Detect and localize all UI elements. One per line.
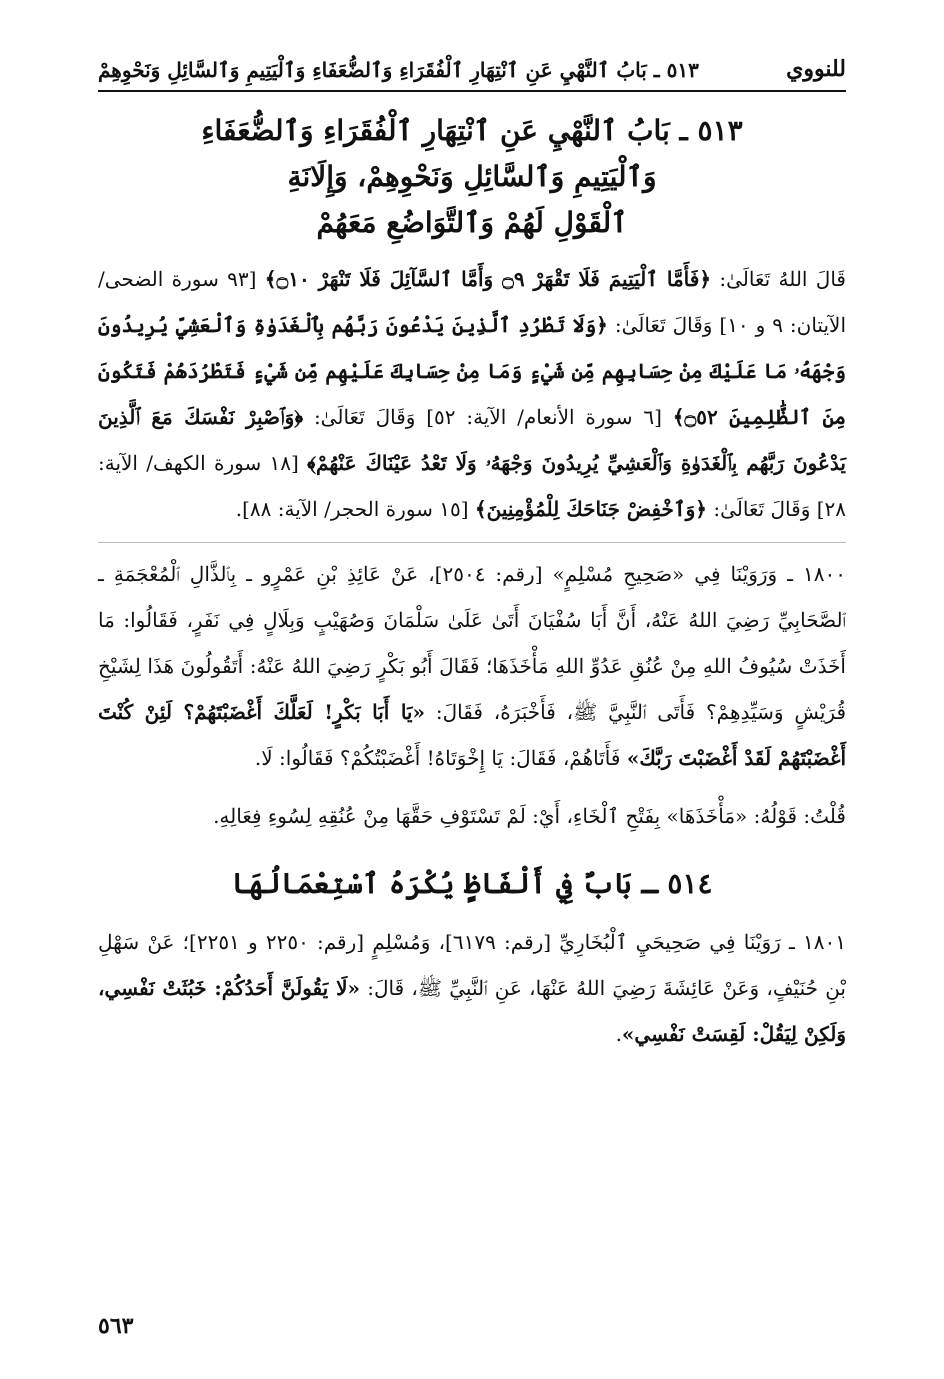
verse-reference: [١٨ سورة الكهف/ الآية: ٢٨] وَقَالَ تَعَالَىٰ:	[98, 451, 846, 521]
hadith-1800-prophetic-words: «يَا أَبَا بَكْرٍ! لَعَلَّكَ أَغْضَبْتَهُمْ؟ لَئِنْ كُنْتَ أَغْضَبْتَهُمْ لَقَدْ أَغْضَبْتَ رَبَّكَ»	[98, 700, 846, 770]
page-number: ٥٦٣	[98, 1313, 134, 1339]
author-note: قُلْتُ: قَوْلُهُ: «مَأْخَذَهَا» بِفَتْحِ ٱلْخَاءِ، أَيْ: لَمْ تَسْتَوْفِ حَقَّهَا مِنْ عُنُقِهِ لِسُوءِ فِعَالِهِ.	[213, 804, 846, 828]
chapter-513-title-line: ٥١٣ ـ بَابُ ٱلنَّهْيِ عَنِ ٱنْتِهَارِ ٱلْفُقَرَاءِ وَٱلضُّعَفَاءِ	[201, 114, 743, 147]
hadith-1800	[98, 551, 846, 781]
quran-verses-paragraph	[98, 256, 846, 532]
quran-verse: ﴿وَٱخْفِضْ جَنَاحَكَ لِلْمُؤْمِنِينَ﴾	[474, 497, 707, 521]
hadith-1800-text: ١٨٠٠ ـ وَرَوَيْنَا فِي «صَحِيحِ مُسْلِمٍ» [رقم: ٢٥٠٤]، عَنْ عَائِذِ بْنِ عَمْرٍو ـ بِٱلذَّالِ ٱلْمُعْجَمَةِ ـ ٱلصَّحَابِيِّ رَضِيَ اللهُ عَنْهُ، أَنَّ أَبَا سُفْيَانَ أَتَىٰ عَلَىٰ سَلْمَانَ وَصُهَيْبٍ وَبِلَالٍ فِي نَفَرٍ، فَقَالُوا: مَا أَخَذَتْ سُيُوفُ اللهِ مِنْ عُنُقِ عَدُوِّ اللهِ مَأْخَذَهَا؛ فَقَالَ أَبُو بَكْرٍ رَضِيَ اللهُ عَنْهُ: أَتَقُولُونَ هَذَا لِشَيْخِ قُرَيْشٍ وَسَيِّدِهِمْ؟ فَأَتَى ٱلنَّبِيَّ ﷺ، فَأَخْبَرَهُ، فَقَالَ:	[98, 562, 847, 724]
verse-reference: [٩٣ سورة الضحى/ الآيتان: ٩ و ١٠] وَقَالَ تَعَالَىٰ:	[98, 267, 846, 337]
verses-intro: قَالَ اللهُ تَعَالَىٰ:	[711, 267, 846, 291]
hadith-1800-ending: فَأَتَاهُمْ، فَقَالَ: يَا إِخْوَتَاهُ! أَغْضَبْتُكُمْ؟ فَقَالُوا: لَا.	[254, 746, 627, 770]
chapter-513-title	[98, 108, 846, 246]
hadith-1801-text: ١٨٠١ ـ رَوَيْنَا فِي صَحِيحَيِ ٱلْبُخَارِيِّ [رقم: ٦١٧٩]، وَمُسْلِمٍ [رقم: ٢٢٥٠ و ٢٢٥١]؛ عَنْ سَهْلِ بْنِ حُنَيْفٍ، وَعَنْ عَائِشَةَ رَضِيَ اللهُ عَنْهَا، عَنِ ٱلنَّبِيِّ ﷺ، قَالَ:	[98, 930, 847, 1000]
running-head-chapter: ٥١٣ ـ بَابُ ٱلنَّهْيِ عَنِ ٱنْتِهَارِ ٱلْفُقَرَاءِ وَٱلضُّعَفَاءِ وَٱلْيَتِيمِ وَٱلسَّائِلِ وَنَحْوِهِمْ	[98, 58, 699, 82]
paragraph-gap	[98, 781, 846, 793]
hadith-1801	[98, 919, 846, 1057]
chapter-513-title-line: ٱلْقَوْلِ لَهُمْ وَٱلتَّوَاضُعِ مَعَهُمْ	[316, 206, 628, 239]
verse-reference: [١٥ سورة الحجر/ الآية: ٨٨].	[235, 497, 475, 521]
hadith-1801-end: .	[615, 1022, 622, 1046]
verse-reference: [٦ سورة الأنعام/ الآية: ٥٢] وَقَالَ تَعَالَىٰ:	[303, 405, 673, 429]
section-divider	[98, 542, 846, 543]
chapter-513-title-line: وَٱلْيَتِيمِ وَٱلسَّائِلِ وَنَحْوِهِمْ، وَإِلَانَةِ	[287, 160, 657, 193]
quran-verse: ﴿وَلَا تَطْرُدِ ٱلَّذِينَ يَدْعُونَ رَبَّهُم بِٱلْغَدَوٰةِ وَٱلْعَشِيِّ يُرِيدُونَ وَجْهَهُۥ مَا عَلَيْكَ مِنْ حِسَابِهِم مِّن شَيْءٍ وَمَا مِنْ حِسَابِكَ عَلَيْهِم مِّن شَيْءٍ فَتَطْرُدَهُمْ فَتَكُونَ مِنَ ٱلظَّٰلِمِينَ ۝٥٢﴾	[98, 313, 846, 429]
running-head-book: للنووي	[786, 56, 846, 82]
quran-verse: ﴿وَٱصْبِرْ نَفْسَكَ مَعَ ٱلَّذِينَ يَدْعُونَ رَبَّهُم بِٱلْغَدَوٰةِ وَٱلْعَشِيِّ يُرِيدُونَ وَجْهَهُۥ وَلَا تَعْدُ عَيْنَاكَ عَنْهُمْ﴾	[98, 405, 846, 475]
book-page	[98, 56, 846, 1339]
hadith-1801-prophetic-words: «لَا يَقُولَنَّ أَحَدُكُمْ: خَبُثَتْ نَفْسِي، وَلَكِنْ لِيَقُلْ: لَقِسَتْ نَفْسِي»	[98, 976, 846, 1046]
running-header	[98, 56, 846, 92]
quran-verse: ﴿فَأَمَّا ٱلْيَتِيمَ فَلَا تَقْهَرْ ۝٩ وَأَمَّا ٱلسَّآئِلَ فَلَا تَنْهَرْ ۝١٠﴾	[264, 267, 712, 291]
chapter-514-title: ٥١٤ ـ بَابٌ فِي أَلْفَاظٍ يُكْرَهُ ٱسْتِعْمَالُهَا	[231, 867, 713, 900]
